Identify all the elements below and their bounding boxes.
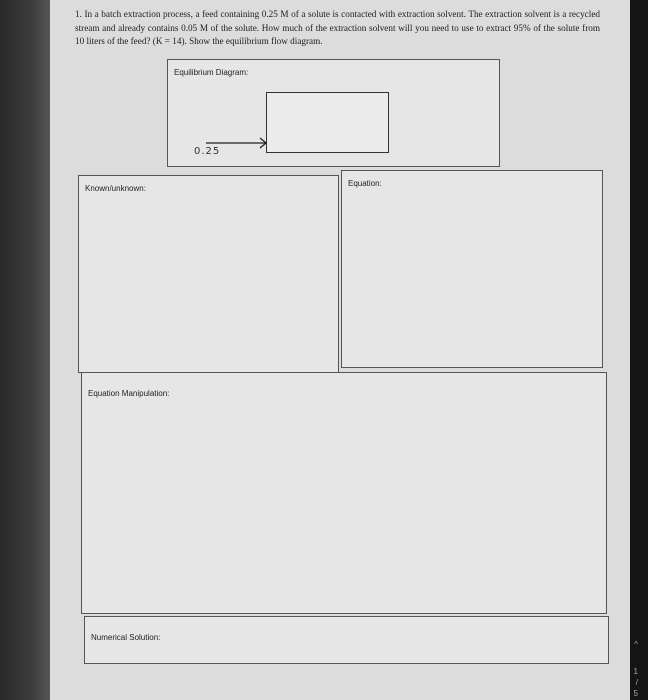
feed-concentration-annotation: 0.25 <box>194 146 221 157</box>
extractor-stage-rect <box>266 92 389 153</box>
numerical-solution-label: Numerical Solution: <box>91 633 161 642</box>
page-right-edge <box>630 0 648 700</box>
equation-label: Equation: <box>348 179 382 188</box>
equilibrium-diagram-label: Equilibrium Diagram: <box>174 68 249 77</box>
known-unknown-label: Known/unknown: <box>85 184 146 193</box>
equation-manipulation-box <box>81 372 607 614</box>
side-mark-3: / <box>635 678 638 687</box>
side-mark-1: ^ <box>634 640 638 649</box>
known-unknown-box <box>78 175 339 373</box>
side-mark-4: 5 <box>633 689 638 698</box>
side-mark-2: 1 <box>633 667 638 676</box>
numerical-solution-box <box>84 616 609 664</box>
equation-manipulation-label: Equation Manipulation: <box>88 389 170 398</box>
page-left-edge <box>0 0 50 700</box>
equilibrium-diagram-box <box>167 59 500 167</box>
problem-statement: 1. In a batch extraction process, a feed containing 0.25 M of a solute is contacted with extraction solvent. The extraction solvent is a recycled stream and already contains 0.05 M of the solute. How much of the extraction solvent will you need to use to extract 95% of the solute from 10 liters of the feed? (K = 14). Show the equilibrium flow diagram. <box>75 9 600 46</box>
equation-box <box>341 170 603 368</box>
